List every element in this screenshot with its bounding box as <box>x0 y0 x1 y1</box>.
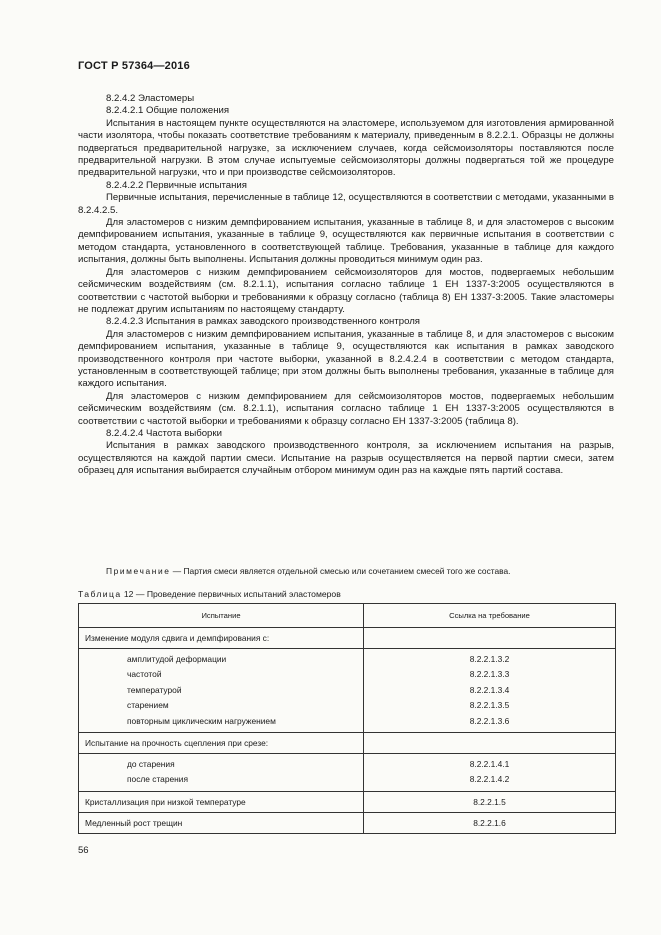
table-row <box>79 754 616 792</box>
table-caption-text: 12 — Проведение первичных испытаний эластомеров <box>121 589 341 599</box>
note <box>106 566 616 577</box>
subsection-heading: 8.2.4.2.1 Общие положения <box>106 105 230 117</box>
test-item: до старения <box>127 759 175 770</box>
reference-value: 8.2.2.1.3.2 <box>469 654 510 664</box>
test-item: частотой <box>127 669 162 680</box>
test-items-cell <box>79 754 364 792</box>
group-title: Изменение модуля сдвига и демпфирования с: <box>79 628 364 649</box>
reference-cell <box>364 754 616 792</box>
table-group-title-row <box>79 628 616 649</box>
paragraph: Первичные испытания, перечисленные в таблице 12, осуществляются в соответствии с методами, указанными в 8.2.4.2.5. <box>78 192 614 216</box>
page-number: 56 <box>78 845 89 856</box>
paragraph: Для эластомеров с низким демпфированием испытания, указанные в таблице 8, и для эластомеров с высоким демпфированием испытания, указанные в таблице 9, осуществляются как первичные испытания в соответствии с методом стандарта, установленного в соответствующей таблице. Требования, указанные в таблице для каждого испытания, должны быть выполнены. Испытания должны проводиться минимум один раз. <box>78 217 614 266</box>
document-header: ГОСТ Р 57364—2016 <box>78 60 190 72</box>
column-header-reference: Ссылка на требование <box>364 604 616 628</box>
test-item: повторным циклическим нагружением <box>127 715 276 726</box>
reference-value: 8.2.2.1.4.1 <box>469 759 510 770</box>
test-item: амплитудой деформации <box>127 654 227 664</box>
reference-value: 8.2.2.1.3.3 <box>469 669 510 680</box>
paragraph: Для эластомеров с низким демпфированием сейсмоизоляторов для мостов, подвергаемых небольшим сейсмическим воздействиям (см. 8.2.1.1), испытания согласно таблице 1 ЕН 1337-3:2005 осуществляются в соответствии с частотой выборки и требованиями к образцу согласно (таблица 8) ЕН 1337-3:2005. Такие эластомеры не подлежат другим испытаниям по настоящему стандарту. <box>78 266 614 315</box>
table-caption <box>78 589 341 599</box>
reference-value: 8.2.2.1.5 <box>364 791 616 812</box>
table-row <box>79 791 616 812</box>
column-header-test: Испытание <box>79 604 364 628</box>
paragraph: Для эластомеров с низким демпфированием испытания, указанные в таблице 8, и для эластомеров с высоким демпфированием испытания, указанные в таблице 9, осуществляются как испытания в рамках заводского производственного контроля при частоте выборки, указанной в 8.2.4.2.4 в соответствии с методом стандарта, установленным в соответствующей таблице; при этом должны быть выполнены требования, указанные в таблице для каждого испытания. <box>78 328 614 390</box>
reference-value: 8.2.2.1.4.2 <box>469 774 510 785</box>
reference-value: 8.2.2.1.3.5 <box>469 700 510 711</box>
subsection-heading: 8.2.4.2.2 Первичные испытания <box>106 179 247 191</box>
paragraph: Испытания в рамках заводского производственного контроля, за исключением испытания на разрыв, осуществляются на каждой партии смеси. Испытание на разрыв осуществляется на первой партии смеси, затем образец для испытания выбирается случайным отбором минимум один раз на каждые пять партий состава. <box>78 440 614 477</box>
requirements-table <box>78 603 616 834</box>
test-item: после старения <box>127 774 188 785</box>
group-title: Испытание на прочность сцепления при срезе: <box>79 733 364 754</box>
table-group-title-row <box>79 733 616 754</box>
empty-cell <box>364 733 616 754</box>
test-item: температурой <box>127 684 182 695</box>
reference-cell <box>364 649 616 733</box>
reference-value: 8.2.2.1.3.6 <box>469 715 510 726</box>
test-items-cell <box>79 649 364 733</box>
reference-value: 8.2.2.1.6 <box>364 812 616 833</box>
paragraph: Испытания в настоящем пункте осуществляются на эластомере, используемом для изготовления армированной части изолятора, чтобы показать соответствие требованиям к материалу, приведенным в 8.2.2.1. Образцы не должны подвергаться предварительной нагрузке, за исключением случаев, когда сейсмоизоляторы поставляются после предварительной нагрузки. В этом случае испытуемые сейсмоизоляторы должны подвергаться той же процедуре предварительной нагрузки, что и при производстве сейсмоизоляторов. <box>78 117 614 179</box>
paragraph: Для эластомеров с низким демпфированием для сейсмоизоляторов мостов, подвергаемых небольшим сейсмическим воздействиям (см. 8.2.1.1), испытания согласно таблице 1 ЕН 1337-3:2005 осуществляются в соответствии с частотой выборки и требованиями к образцу согласно ЕН 1337-3:2005 (таблица 8). <box>78 390 614 427</box>
note-label: Примечание <box>106 566 171 576</box>
subsection-heading: 8.2.4.2.4 Частота выборки <box>106 427 222 439</box>
table-header-row <box>79 604 616 628</box>
section-heading: 8.2.4.2 Эластомеры <box>106 93 195 104</box>
subsection-heading: 8.2.4.2.3 Испытания в рамках заводского производственного контроля <box>106 316 420 328</box>
table-row <box>79 812 616 833</box>
empty-cell <box>364 628 616 649</box>
table-caption-label: Таблица <box>78 589 122 599</box>
test-item: старением <box>127 700 169 711</box>
test-name: Медленный рост трещин <box>79 812 364 833</box>
note-text: — Партия смеси является отдельной смесью или сочетанием смесей того же состава. <box>170 566 511 576</box>
body-text <box>78 93 614 478</box>
table-row <box>79 649 616 733</box>
reference-value: 8.2.2.1.3.4 <box>469 684 510 695</box>
test-name: Кристаллизация при низкой температуре <box>79 791 364 812</box>
